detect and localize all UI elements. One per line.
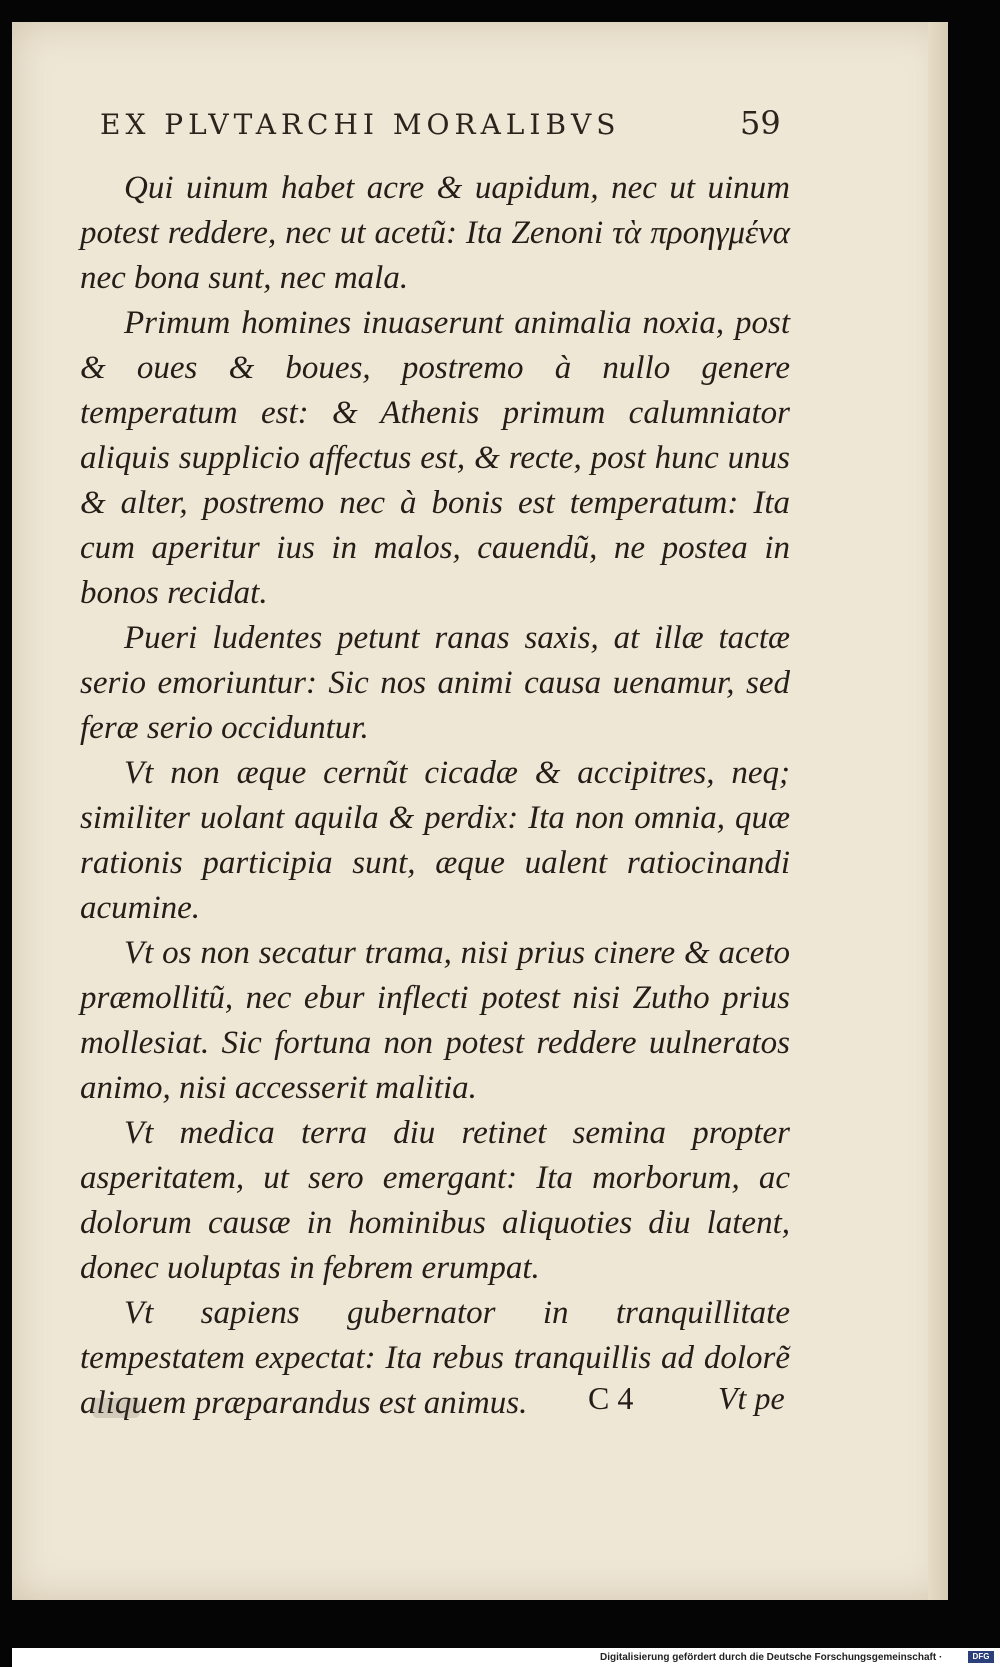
scan-border-bottom — [0, 1600, 1000, 1648]
paragraph: Vt os non secatur trama, nisi prius cinere & aceto præmollitũ, nec ebur inflecti potest nisi Zutho prius mollesiat. Sic fortuna non potest reddere uulneratos animo, nisi accesserit malitia. — [80, 935, 790, 1106]
paragraph: Qui uinum habet acre & uapidum, nec ut uinum potest reddere, nec ut acetũ: Ita Zenoni τὰ προηγμένα nec bona sunt, nec mala. — [80, 170, 790, 296]
scan-border-left — [0, 0, 12, 1667]
dfg-logo: DFG — [968, 1651, 994, 1663]
page-edge — [928, 22, 948, 1600]
paragraph: Vt medica terra diu retinet semina propter asperitatem, ut sero emergant: Ita morborum, ac dolorum causæ in hominibus aliquoties diu latent, donec uoluptas in febrem erumpat. — [80, 1115, 790, 1286]
running-title: EX PLVTARCHI MORALIBVS — [100, 108, 621, 141]
catchword: Vt pe — [718, 1380, 785, 1416]
digitization-credit: Digitalisierung gefördert durch die Deutsche Forschungsgemeinschaft · — [600, 1652, 943, 1663]
paragraph: Vt sapiens gubernator in tranquillitate tempestatem expectat: Ita rebus tranquillis ad dolorẽ aliquem præparandus est animus. — [80, 1295, 790, 1421]
ink-smudge — [92, 1398, 140, 1418]
scan-border-right — [948, 0, 1000, 1648]
signature-mark: C 4 — [588, 1380, 634, 1416]
paragraph: Primum homines inuaserunt animalia noxia, post & oues & boues, postremo à nullo genere temperatum est: & Athenis primum calumniator aliquis supplicio affectus est, & recte, post hunc unus & alter, postremo nec à bonis est temperatum: Ita cum aperitur ius in malos, cauendũ, ne postea in bonos recidat. — [80, 305, 790, 611]
main-text — [80, 166, 790, 1426]
paragraph: Vt non æque cernũt cicadæ & accipitres, neq; similiter uolant aquila & perdix: Ita non omnia, quæ rationis participia sunt, æque ualent ratiocinandi acumine. — [80, 755, 790, 926]
scan-border-top — [0, 0, 1000, 22]
paragraph: Pueri ludentes petunt ranas saxis, at illæ tactæ serio emoriuntur: Sic nos animi causa uenamur, sed feræ serio occiduntur. — [80, 620, 790, 746]
page-number: 59 — [740, 104, 781, 142]
